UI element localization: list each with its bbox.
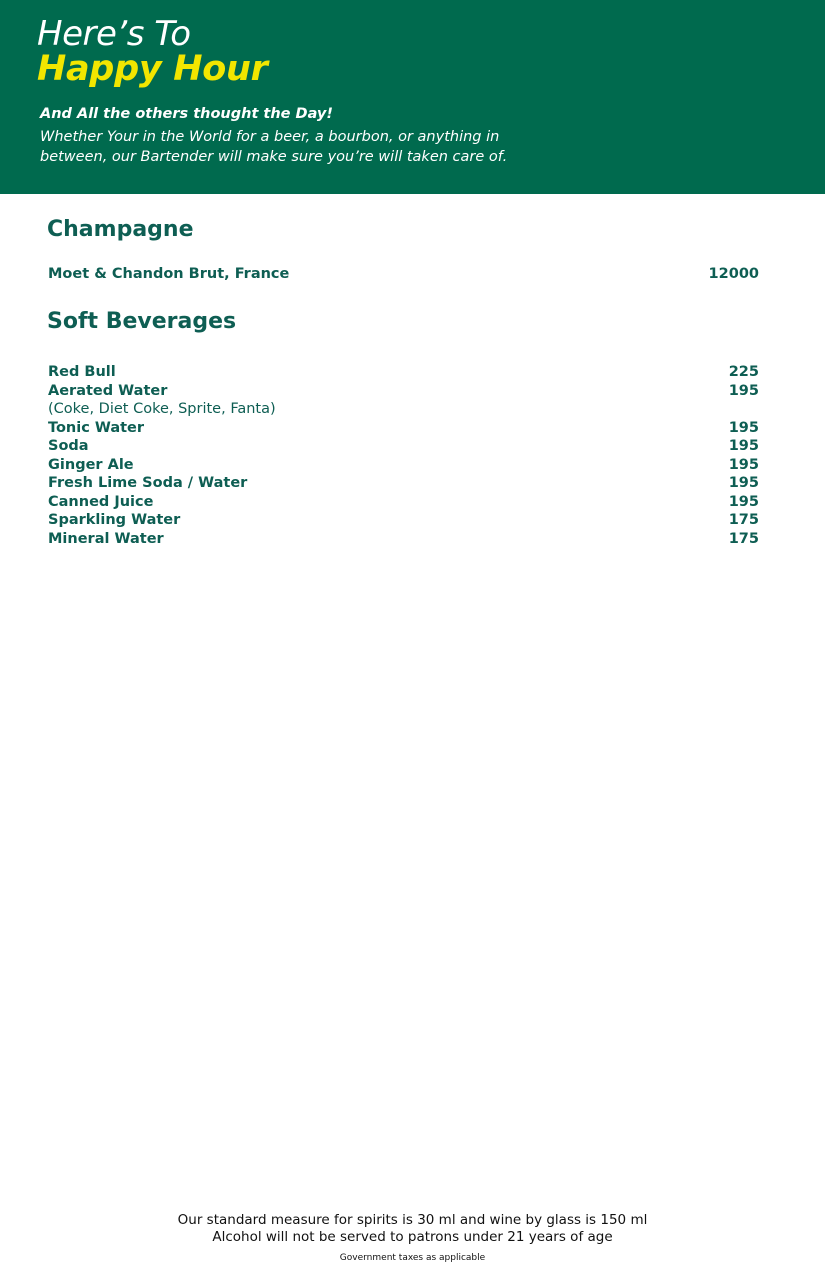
- menu-item: [48, 474, 759, 493]
- item-price: 225: [728, 364, 759, 380]
- item-price: 195: [728, 438, 759, 454]
- menu-item: [48, 493, 759, 512]
- item-price: 195: [728, 493, 759, 510]
- item-price: 195: [728, 419, 759, 436]
- menu-item: [48, 265, 759, 284]
- item-price: 12000: [708, 266, 759, 282]
- item-name: Soda: [48, 438, 89, 454]
- menu-item: [48, 511, 759, 530]
- menu-item: [48, 530, 759, 549]
- item-note: (Coke, Diet Coke, Sprite, Fanta): [48, 401, 276, 417]
- item-price: 195: [728, 456, 759, 473]
- footer-age-note: Alcohol will not be served to patrons under 21 years of age: [212, 1229, 613, 1245]
- item-name: Aerated Water: [48, 382, 168, 399]
- item-price: 195: [728, 382, 759, 399]
- item-name: Tonic Water: [48, 419, 145, 436]
- champagne-list: [48, 265, 759, 284]
- item-name: Sparkling Water: [48, 512, 181, 528]
- tagline: And All the others thought the Day!: [40, 106, 333, 122]
- item-name: Ginger Ale: [48, 456, 134, 473]
- soft-beverages-list: [48, 363, 759, 548]
- title-line-2: Happy Hour: [37, 49, 268, 89]
- footer-measure-note: Our standard measure for spirits is 30 ml and wine by glass is 150 ml: [177, 1212, 648, 1228]
- title-line-1: Here’s To: [37, 14, 191, 54]
- item-name: Canned Juice: [48, 493, 154, 510]
- item-name: Red Bull: [48, 364, 116, 380]
- menu-item: [48, 363, 759, 382]
- item-name: Mineral Water: [48, 530, 164, 547]
- intro-text: Whether Your in the World for a beer, a bourbon, or anything in between, our Bartender will make sure you’re will taken care of.: [40, 129, 508, 165]
- item-name: Fresh Lime Soda / Water: [48, 475, 248, 491]
- section-title-champagne: Champagne: [47, 217, 194, 242]
- menu-item: [48, 419, 759, 438]
- menu-item: [48, 437, 759, 456]
- footer-tax-note: Government taxes as applicable: [339, 1253, 486, 1263]
- menu-item-note: [48, 400, 759, 419]
- section-title-soft-beverages: Soft Beverages: [47, 309, 237, 334]
- header-banner: [0, 0, 825, 194]
- menu-item: [48, 456, 759, 475]
- item-price: 195: [728, 475, 759, 491]
- menu-item: [48, 382, 759, 401]
- item-price: 175: [728, 530, 759, 547]
- item-name: Moet & Chandon Brut, France: [48, 266, 290, 282]
- item-price: 175: [728, 512, 759, 528]
